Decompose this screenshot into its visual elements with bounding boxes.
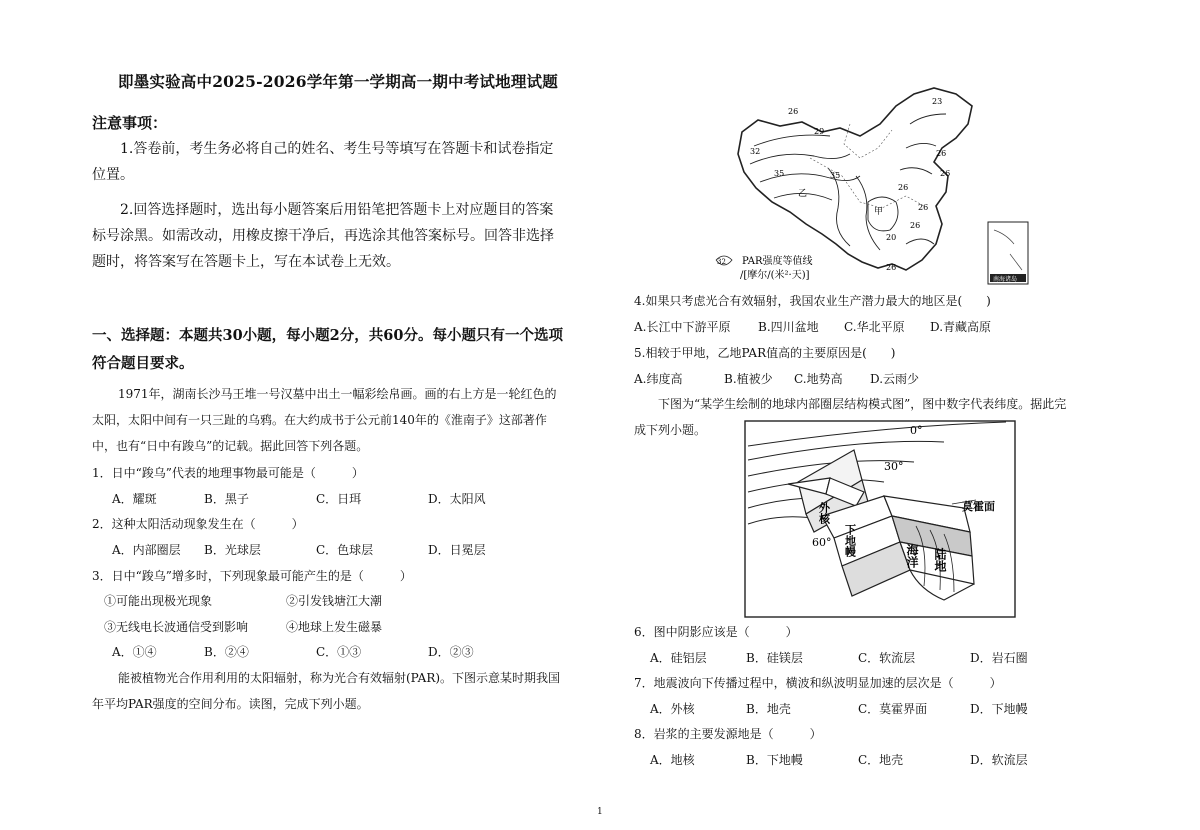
map-label-26-south: 26: [886, 263, 897, 272]
q3-statement-3: ③无线电长波通信受到影响: [104, 620, 249, 634]
passage-2-line-1: 能被植物光合作用利用的太阳辐射，称为光合有效辐射(PAR)。下图示意某时期我国: [118, 671, 561, 685]
label-land: 陆地: [933, 548, 947, 572]
q3-statement-2: ②引发钱塘江大潮: [286, 594, 383, 608]
exam-title: 即墨实验高中2025-2026学年第一学期高一期中考试地理试题: [118, 72, 558, 91]
q5-option-c[interactable]: C.地势高: [794, 372, 843, 386]
passage-2-line-2: 年平均PAR强度的空间分布。读图，完成下列小题。: [92, 697, 369, 711]
q8-option-c[interactable]: C．地壳: [858, 753, 904, 767]
label-lat-60: 60°: [812, 536, 832, 549]
label-lat-30: 30°: [884, 460, 904, 473]
map-label-20: 20: [886, 233, 897, 242]
notice-item-2-line-2: 标号涂黑。如需改动，用橡皮擦干净后，再选涂其他答案标号。回答非选择: [92, 228, 554, 244]
earth-interior-diagram: [744, 420, 1016, 618]
question-7-options: [650, 700, 1028, 717]
question-6-options: [650, 649, 1028, 666]
question-2-options: [112, 541, 486, 558]
map-label-26-se: 26: [918, 203, 929, 212]
section-heading-line-2: 符合题目要求。: [92, 355, 194, 372]
passage-3-line-1: 下图为“某学生绘制的地球内部圈层结构模式图”，图中数字代表纬度。据此完: [658, 397, 1067, 411]
q1-option-a[interactable]: A．耀斑: [112, 492, 157, 506]
q4-option-c[interactable]: C.华北平原: [844, 320, 905, 334]
label-ocean: 海洋: [905, 544, 919, 568]
question-6-stem: 6．图中阴影应该是（ ）: [634, 625, 798, 639]
map-label-jia: 甲: [874, 207, 884, 217]
passage-1-line-1: 1971年，湖南长沙马王堆一号汉墓中出土一幅彩绘帛画。画的右上方是一轮红色的: [118, 387, 557, 401]
q2-option-b[interactable]: B．光球层: [204, 543, 261, 557]
label-lat-0: 0°: [910, 424, 923, 437]
map-label-26-ne: 26: [936, 149, 947, 158]
map-label-35-center: 35: [830, 171, 841, 180]
q2-option-a[interactable]: A．内部圈层: [112, 543, 181, 557]
label-moho: 莫霍面: [962, 500, 995, 513]
map-label-26-mid: 26: [898, 183, 909, 192]
notice-item-2-line-3: 题时，将答案写在答题卡上，写在本试卷上无效。: [92, 254, 400, 270]
q3-option-d[interactable]: D．②③: [428, 645, 474, 659]
q6-option-a[interactable]: A．硅铝层: [650, 651, 707, 665]
passage-1-line-2: 太阳，太阳中间有一只三趾的乌鸦。在大约成书于公元前140年的《淮南子》这部著作: [92, 413, 547, 427]
q5-option-a[interactable]: A.纬度高: [634, 372, 683, 386]
notice-heading: 注意事项：: [92, 114, 168, 132]
label-outer-core: 外核: [817, 502, 831, 524]
question-3-statements-row-1: [104, 592, 382, 609]
q8-option-b[interactable]: B．下地幔: [746, 753, 803, 767]
question-7-stem: 7．地震波向下传播过程中，横波和纵波明显加速的层次是（ ）: [634, 676, 1002, 690]
section-heading-line-1: 一、选择题：本题共30小题，每小题2分，共60分。每小题只有一个选项: [92, 327, 563, 344]
q3-option-b[interactable]: B．②④: [204, 645, 249, 659]
map-label-26-coast: 26: [910, 221, 921, 230]
question-1-options: [112, 490, 486, 507]
map-legend-unit: /[摩尔/(米²·天)]: [740, 270, 810, 281]
q7-option-a[interactable]: A．外核: [650, 702, 695, 716]
question-8-stem: 8．岩浆的主要发源地是（ ）: [634, 727, 822, 741]
question-5-options: [634, 370, 919, 387]
q1-option-d[interactable]: D．太阳风: [428, 492, 486, 506]
notice-item-1-line-1: 1.答卷前，考生务必将自己的姓名、考生号等填写在答题卡和试卷指定: [120, 141, 554, 157]
question-4-options: [634, 318, 991, 335]
q7-option-b[interactable]: B．地壳: [746, 702, 791, 716]
q3-option-c[interactable]: C．①③: [316, 645, 362, 659]
map-label-23: 23: [932, 97, 943, 106]
map-label-29: 29: [814, 127, 825, 136]
china-par-map: [710, 84, 1035, 289]
q4-option-a[interactable]: A.长江中下游平原: [634, 320, 731, 334]
q1-option-c[interactable]: C．日珥: [316, 492, 362, 506]
map-label-yi: 乙: [798, 189, 808, 199]
question-2-stem: 2．这种太阳活动现象发生在（ ）: [92, 517, 304, 531]
question-3-options: [112, 643, 474, 660]
q7-option-d[interactable]: D．下地幔: [970, 702, 1028, 716]
map-label-35-west: 35: [774, 169, 785, 178]
map-label-26-east: 26: [940, 169, 951, 178]
page-number: 1: [597, 807, 603, 817]
passage-3-line-2: 成下列小题。: [634, 423, 707, 437]
notice-item-2-line-1: 2.回答选择题时，选出每小题答案后用铅笔把答题卡上对应题目的答案: [120, 202, 554, 218]
q6-option-b[interactable]: B．硅镁层: [746, 651, 803, 665]
q6-option-d[interactable]: D．岩石圈: [970, 651, 1028, 665]
q5-option-d[interactable]: D.云雨少: [870, 372, 920, 386]
label-lower-mantle: 下地幔: [843, 524, 857, 557]
question-4-stem: 4.如果只考虑光合有效辐射，我国农业生产潜力最大的地区是( ): [634, 294, 991, 308]
q3-statement-4: ④地球上发生磁暴: [286, 620, 383, 634]
map-label-26-nw: 26: [788, 107, 799, 116]
map-label-32: 32: [750, 147, 761, 156]
q6-option-c[interactable]: C．软流层: [858, 651, 916, 665]
question-3-stem: 3．日中“踆乌”增多时，下列现象最可能产生的是（ ）: [92, 569, 412, 583]
q2-option-d[interactable]: D．日冕层: [428, 543, 486, 557]
q8-option-d[interactable]: D．软流层: [970, 753, 1028, 767]
notice-item-1-line-2: 位置。: [92, 167, 134, 183]
map-inset-label: 南海诸岛: [993, 276, 1018, 283]
q1-option-b[interactable]: B．黑子: [204, 492, 249, 506]
question-8-options: [650, 751, 1028, 768]
q3-statement-1: ①可能出现极光现象: [104, 594, 213, 608]
q4-option-b[interactable]: B.四川盆地: [758, 320, 819, 334]
q2-option-c[interactable]: C．色球层: [316, 543, 374, 557]
q8-option-a[interactable]: A．地核: [650, 753, 695, 767]
passage-1-line-3: 中，也有“日中有踆乌”的记载。据此回答下列各题。: [92, 439, 369, 453]
question-1-stem: 1．日中“踆乌”代表的地理事物最可能是（ ）: [92, 466, 364, 480]
question-5-stem: 5.相较于甲地，乙地PAR值高的主要原因是( ): [634, 346, 896, 360]
q7-option-c[interactable]: C．莫霍界面: [858, 702, 928, 716]
q3-option-a[interactable]: A．①④: [112, 645, 157, 659]
q4-option-d[interactable]: D.青藏高原: [930, 320, 992, 334]
question-3-statements-row-2: [104, 618, 382, 635]
map-legend-title: PAR强度等值线: [742, 256, 813, 267]
q5-option-b[interactable]: B.植被少: [724, 372, 773, 386]
map-legend-value: 32: [717, 258, 726, 266]
